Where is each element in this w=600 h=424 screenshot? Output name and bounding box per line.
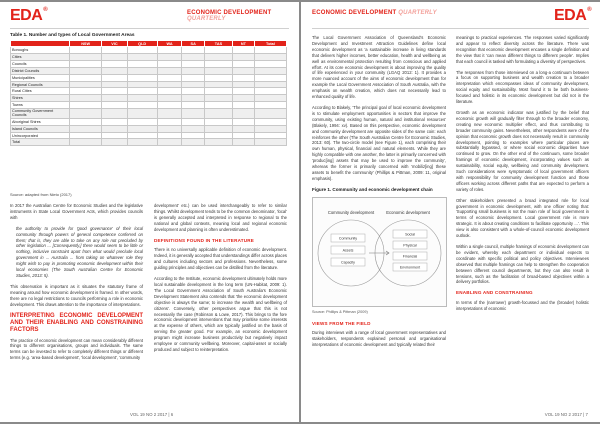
table-cell <box>254 60 286 67</box>
table-cell <box>254 102 286 109</box>
table-row <box>11 95 287 102</box>
table-cell <box>157 81 182 88</box>
table-cell <box>204 54 232 61</box>
table-cell <box>70 47 102 54</box>
economic-item: Physical <box>403 243 417 248</box>
economic-item: Social <box>405 232 415 237</box>
row-label: Total <box>11 139 70 146</box>
community-item: Assets <box>342 248 354 253</box>
table-cell <box>127 74 157 81</box>
subsection-heading: ENABLING AND CONSTRAINING <box>456 290 533 296</box>
body-paragraph: The Local Government Association of Queensland's Economic Development and Investment Attraction Guidelines define local economic development as 'a sustainable increase in living standards that delivers higher incomes, better education, health and wellbeing as well as environmental protection resulting from conscious and applied effort. At its core economic development is about improving the quality of life experienced in your community (LGAQ 2012: 1). It provides a more nuanced account of the aims of economic development than for example the Local Government Association of South Australia, with the emphasis on wealth creation, which does not necessarily lead to enhanced quality of life. <box>312 35 446 100</box>
figure-caption: Figure 1. Community and economic development chain <box>312 186 433 192</box>
table-cell <box>127 67 157 74</box>
row-label: Municipalities <box>11 74 70 81</box>
table-cell <box>182 125 205 132</box>
table-cell <box>232 67 254 74</box>
table-cell <box>182 118 205 125</box>
table-cell <box>232 109 254 119</box>
table-cell <box>232 81 254 88</box>
community-item: Capacity <box>341 260 355 265</box>
body-paragraph: In terms of the (narrower) growth-focussed and the (broader) holistic interpretations of economic <box>456 300 589 312</box>
eda-logo: EDA® <box>554 7 592 24</box>
table-cell <box>232 139 254 146</box>
body-paragraph: Within a single council, multiple framings of economic development can be evident, whereby each department or individual expects to coordinate with specific political and policy objectives. Interviewees observed that multiple framings can help to strengthen the cooperation between different council departments, but they can also result in tensions, such as the facilitation of broad-based objectives within a delivery portfolios. <box>456 244 589 285</box>
table-cell <box>157 109 182 119</box>
table-row <box>11 74 287 81</box>
section-heading: INTERPRETING ECONOMIC DEVELOPMENT AND THEIR ENABLING AND CONSTRAINING FACTORS <box>10 312 143 333</box>
body-paragraph: The responses from those interviewed on a long-a continuum between a focus on supporting business and wealth creation to a broader interpretation which encompasses ideas of community development, social equity and sustainability. Most found it to be both business-focused and holistic in its economic development but did not in the literature. <box>456 69 589 105</box>
table-cell <box>254 118 286 125</box>
table-cell <box>127 88 157 95</box>
figure-1-svg <box>313 198 446 306</box>
table-row <box>11 67 287 74</box>
row-label: Shires <box>11 95 70 102</box>
table-cell <box>102 132 127 139</box>
table-cell <box>127 118 157 125</box>
table-cell <box>204 88 232 95</box>
table-row <box>11 54 287 61</box>
table-cell <box>157 60 182 67</box>
body-paragraph: This observation is important as it situates the statutory frame of meaning around how economic development is framed. In other words, there are no legal restrictions to councils performing a role in economic development. This draws attention to the importance of interpretations. <box>10 283 143 307</box>
table-cell <box>127 47 157 54</box>
table-cell <box>182 54 205 61</box>
table-row <box>11 109 287 119</box>
row-label: Towns <box>11 102 70 109</box>
table-cell <box>204 109 232 119</box>
table-cell <box>70 139 102 146</box>
table-cell <box>254 47 286 54</box>
table-source: Source: adapted from Nieto (2017) <box>10 192 72 197</box>
table-cell <box>232 60 254 67</box>
body-paragraph: Growth as an economic indicator was justified by the belief that economic growth will gradually filter through to the broader economy, creating new economic multiplier effect, and thus contributing to broader community gains. Nevertheless, other respondents were of the opinion that economic growth does not necessarily result in community development, pointing to examples where particular places are substantially bypassed, or where social economic disparities have continued to grow. On the other end of the continuum, some broader framings of economic development, incorporating values such as sustainability, social equity, wellbeing and community development. Such considerations were symptomatic of local government officers with responsibility for community development function and those officers working across different paths that are expected to perform a variety of roles. <box>456 109 589 192</box>
header-rule <box>10 28 289 29</box>
table-cell <box>232 47 254 54</box>
table-cell <box>232 88 254 95</box>
table-cell <box>204 74 232 81</box>
table-cell <box>127 132 157 139</box>
table-row <box>11 118 287 125</box>
table-cell <box>254 132 286 139</box>
table-cell <box>204 132 232 139</box>
table-cell <box>254 95 286 102</box>
table-cell <box>254 54 286 61</box>
table-cell <box>204 95 232 102</box>
table-cell <box>102 88 127 95</box>
table-header-cell: Total <box>254 41 286 47</box>
body-paragraph: The practice of economic development can mean considerably different things to different organisations, groups and individuals. The same terms can be invested to refer to completely different things or different terms (e.g. 'area-based development', 'local development', 'community <box>10 337 143 361</box>
community-label: Community development <box>327 209 375 215</box>
table-cell <box>182 47 205 54</box>
table-cell <box>70 67 102 74</box>
economic-item: Financial <box>402 254 418 259</box>
table-cell <box>232 102 254 109</box>
table-row <box>11 60 287 67</box>
table-cell <box>102 139 127 146</box>
table-cell <box>127 81 157 88</box>
row-label: Rural Cities <box>11 88 70 95</box>
table-cell <box>254 81 286 88</box>
block-quote: the authority to provide for 'good governance' of their local community through powers of general competence conferred on them; that is, they are able to take on any role not precluded by other legislation ... [Consequently,] there would seem to be little or nothing, inclusive constraint apart from what would preclude local government in ... Australia ... from taking on whatever role they might wish to pay in promoting economic development within their local economies (The South Australian Centre for Economic Studies, 2013: 5). <box>16 225 143 278</box>
table-row <box>11 132 287 139</box>
table-cell <box>70 74 102 81</box>
subsection-heading: DEFINITIONS FOUND IN THE LITERATURE <box>154 237 255 243</box>
table-cell <box>102 81 127 88</box>
table-cell <box>182 60 205 67</box>
table-cell <box>127 139 157 146</box>
table-cell <box>254 125 286 132</box>
table-header-cell: NSW <box>70 41 102 47</box>
eda-logo: EDA® <box>10 7 48 24</box>
row-label: Unincorporated <box>11 132 70 139</box>
table-cell <box>157 118 182 125</box>
page-footer: VOL 19 NO 2 2017 | 7 <box>544 412 588 417</box>
table-cell <box>204 102 232 109</box>
row-label: Boroughs <box>11 47 70 54</box>
table-cell <box>70 88 102 95</box>
figure-1-diagram <box>312 197 447 307</box>
page-header <box>0 2 299 26</box>
lga-table <box>10 40 287 146</box>
table-cell <box>70 125 102 132</box>
figure-source: Source: Phillips & Pittman (2009) <box>312 309 368 314</box>
page-footer: VOL 19 NO 2 2017 | 6 <box>130 412 174 417</box>
right-page <box>301 2 600 422</box>
table-header-cell: VIC <box>102 41 127 47</box>
table-cell <box>127 54 157 61</box>
left-column-2 <box>154 203 287 358</box>
running-title: ECONOMIC DEVELOPMENT QUARTERLY <box>312 10 437 16</box>
table-cell <box>204 60 232 67</box>
table-cell <box>182 139 205 146</box>
table-cell <box>70 81 102 88</box>
table-header-cell: SA <box>182 41 205 47</box>
table-cell <box>102 118 127 125</box>
table-header-cell: WA <box>157 41 182 47</box>
table-cell <box>204 47 232 54</box>
table-cell <box>127 95 157 102</box>
table-cell <box>182 74 205 81</box>
table-cell <box>157 95 182 102</box>
table-cell <box>232 95 254 102</box>
table-cell <box>254 74 286 81</box>
table-cell <box>254 139 286 146</box>
economic-label: Economic development <box>386 209 430 215</box>
table-row <box>11 88 287 95</box>
row-label: Community Government Councils <box>11 109 70 119</box>
economic-item: Environment <box>399 265 421 270</box>
table-cell <box>157 47 182 54</box>
row-label: Island Councils <box>11 125 70 132</box>
table-cell <box>157 102 182 109</box>
table-row <box>11 81 287 88</box>
table-row <box>11 102 287 109</box>
row-label: Cities <box>11 54 70 61</box>
table-cell <box>102 102 127 109</box>
table-cell <box>182 102 205 109</box>
table-cell <box>70 60 102 67</box>
page-header <box>301 2 600 26</box>
table-cell <box>70 54 102 61</box>
table-cell <box>70 109 102 119</box>
table-cell <box>157 54 182 61</box>
table-row <box>11 139 287 146</box>
table-cell <box>157 67 182 74</box>
community-item: Community <box>338 236 358 241</box>
table-cell <box>102 60 127 67</box>
table-cell <box>254 88 286 95</box>
running-title: ECONOMIC DEVELOPMENT QUARTERLY <box>187 10 272 22</box>
table-cell <box>157 125 182 132</box>
body-paragraph: There is no universally applicable definition of economic development. Indeed, it is generally accepted that understandings differ across places and cultures including sectors and professions. Nevertheless, some guiding principles and objectives can be distilled from the literature. <box>154 247 287 271</box>
table-cell <box>127 60 157 67</box>
table-cell <box>204 118 232 125</box>
left-page <box>0 2 299 422</box>
body-paragraph: According to the Institute, economic development ultimately holds more local sustainable development in the long term (UN-Habitat, 2009: 1). The Local Government Association of South Australia's Economic Development Statement also contends that 'the economic development objective is always the same; to increase the wealth and wellbeing of citizens'. Conversely, other perspectives argue that this is not necessarily the case (Robinson & Lowe, 2017). This brings to the fore economic development interventions that may prioritise some interests at the expense of others, which are typically justified on the basis of serving the greater good. For example, an economic development program might increase business productivity but negatively impact employee or community wellbeing. Moreover, capital-asset or socially produced and subject to reinterpretation. <box>154 276 287 352</box>
row-label: Aboriginal Shires <box>11 118 70 125</box>
table-cell <box>232 54 254 61</box>
table-cell <box>70 132 102 139</box>
table-row <box>11 47 287 54</box>
right-column-2 <box>456 35 589 317</box>
row-label: District Councils <box>11 67 70 74</box>
subsection-heading: VIEWS FROM THE FIELD <box>312 320 371 326</box>
body-paragraph: In 2017 the Australian Centre for Economic Studies and the legislative instruments in State Local Government Acts, which provides councils with <box>10 203 143 220</box>
table-cell <box>254 109 286 119</box>
body-paragraph: meanings to practical experiences. The responses varied significantly and appear to reflect diversity across the literature. There was recognition that economic development encases a single definition and the view that it 'can mean different things to different people'. Implies that each council is tasked with formulating a diversity of perspectives. <box>456 35 589 64</box>
body-paragraph: According to Blakely, 'The principal goal of local economic development is to stimulate employment opportunities in sectors that improve the community, using existing human, natural and institutional resources' (Blakely, 1994: xv). Based on this perspective, economic development and community development are opposite sides of the same coin: each reinforces the other (The South Australian Centre for Economic Studies, 2013: 60). The two-circle model (see Figure 1), each comprising their own human, physical, financial and natural elements. While they are highly compatible with one another, the latter is primarily concerned with 'produc[ing] assets that may be used to improve the community', whereas the former is primarily concerned with 'mobiliz[ing] these assets to benefit the community' (Phillips & Pittman, 2009: 11, original emphasis). <box>312 104 446 181</box>
table-cell <box>157 88 182 95</box>
table-cell <box>204 139 232 146</box>
table-cell <box>182 95 205 102</box>
table-cell <box>182 81 205 88</box>
table-cell <box>232 74 254 81</box>
row-label: Regional Councils <box>11 81 70 88</box>
table-cell <box>182 109 205 119</box>
table-cell <box>102 125 127 132</box>
body-paragraph: Other stakeholders presented a broad integrated role for local government in economic development, with one officer noting that: 'Supporting small business is not the main role of local government in terms of economic development. Local government role is more strategic. It is about creating conditions to facilitate opportunity ...'. This view is also consistent with a whole-of-council economic development outlook. <box>456 197 589 239</box>
table-cell <box>127 102 157 109</box>
table-cell <box>102 95 127 102</box>
table-row <box>11 125 287 132</box>
right-column-1 <box>312 35 446 353</box>
body-paragraph: development' etc.) can be used interchangeably to refer to similar things. Whilst development tends to be the common denominator, 'local' is generally accepted and interpreted in response to regional to the national and global contexts, meaning local and regional economic development and planning is often underestimated. <box>154 203 287 232</box>
table-cell <box>70 118 102 125</box>
table-cell <box>232 125 254 132</box>
table-cell <box>102 54 127 61</box>
table-cell <box>127 125 157 132</box>
table-cell <box>232 132 254 139</box>
table-cell <box>204 81 232 88</box>
table-header-cell: TAS <box>204 41 232 47</box>
table-cell <box>157 74 182 81</box>
table-cell <box>254 67 286 74</box>
table-title: Table 1. Number and types of Local Government Areas <box>10 33 135 38</box>
header-rule <box>312 28 589 29</box>
table-cell <box>102 74 127 81</box>
table-cell <box>182 88 205 95</box>
table-cell <box>157 139 182 146</box>
table-cell <box>102 67 127 74</box>
left-column-1 <box>10 203 143 366</box>
table-header-cell: NT <box>232 41 254 47</box>
table-cell <box>182 132 205 139</box>
table-cell <box>70 95 102 102</box>
table-cell <box>157 132 182 139</box>
table-cell <box>127 109 157 119</box>
table-cell <box>182 67 205 74</box>
table-cell <box>232 118 254 125</box>
table-cell <box>102 109 127 119</box>
table-cell <box>70 102 102 109</box>
body-paragraph: During interviews with a range of local government representatives and stakeholders, respondents explained personal and organisational interpretations of economic development and typically related their <box>312 330 446 348</box>
table-cell <box>102 47 127 54</box>
table-cell <box>204 67 232 74</box>
table-cell <box>204 125 232 132</box>
table-header-cell: QLD <box>127 41 157 47</box>
row-label: Councils <box>11 60 70 67</box>
